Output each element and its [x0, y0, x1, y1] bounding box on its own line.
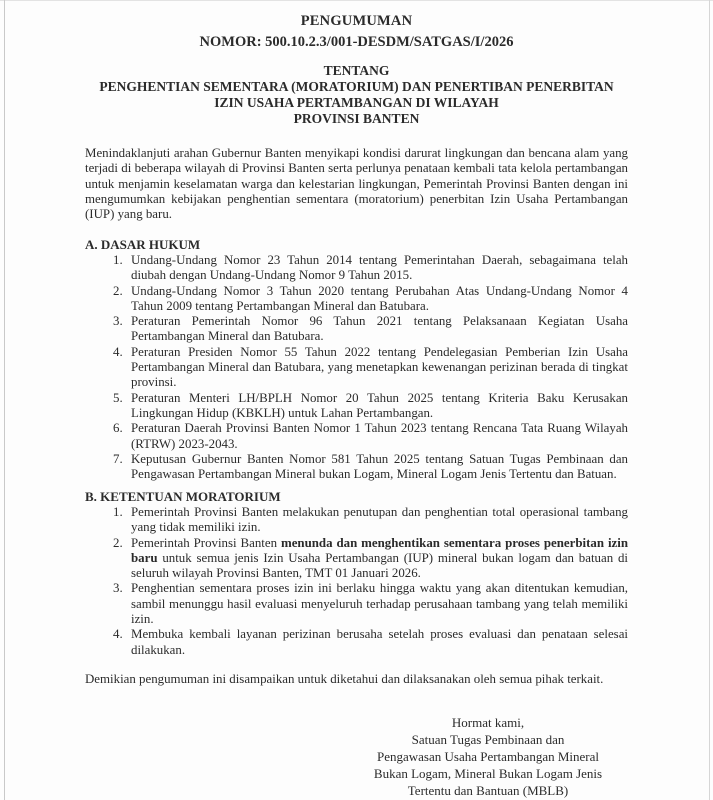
item-text: Penghentian sementara proses izin ini berlaku hingga waktu yang akan ditentukan kemudian, sambil menunggu hasil evaluasi menyeluruh terhadap perusahaan tambang yang telah memiliki izin. [131, 581, 628, 627]
signature-salutation: Hormat kami, [451, 715, 525, 731]
section-a-heading: A. DASAR HUKUM [85, 237, 201, 253]
item-text: Undang-Undang Nomor 3 Tahun 2020 tentang Perubahan Atas Undang-Undang Nomor 4 Tahun 2009 tentang Pertambangan Mineral dan Batubara. [131, 283, 628, 313]
item-number: 7. [113, 451, 123, 466]
subject-line-3: PROVINSI BANTEN [293, 111, 420, 126]
item-text-bold: menunda dan menghentikan sementara proses penerbitan izin baru [131, 535, 628, 565]
ketentuan-moratorium-list [85, 505, 628, 658]
document-subject-block [85, 63, 628, 127]
item-number: 6. [113, 421, 123, 436]
item-text: Peraturan Daerah Provinsi Banten Nomor 1 Tahun 2023 tentang Rencana Tata Ruang Wilayah (RTRW) 2023-2043. [131, 421, 628, 451]
section-b-heading: B. KETENTUAN MORATORIUM [85, 489, 281, 505]
item-text: Peraturan Menteri LH/BPLH Nomor 20 Tahun 2025 tentang Kriteria Baku Kerusakan Lingkungan Hidup (KBKLH) untuk Lahan Pertambangan. [131, 390, 628, 420]
tentang-label: TENTANG [323, 63, 390, 78]
closing-paragraph: Demikian pengumuman ini disampaikan untuk diketahui dan dilaksanakan oleh semua pihak terkait. [85, 671, 604, 686]
list-item [113, 452, 628, 483]
item-text: Peraturan Pemerintah Nomor 96 Tahun 2021 tentang Pelaksanaan Kegiatan Usaha Pertambangan Mineral dan Batubara. [131, 314, 628, 344]
signature-block [368, 714, 608, 799]
document-title: PENGUMUMAN [300, 13, 413, 29]
list-item [113, 284, 628, 315]
list-item [113, 581, 628, 627]
signature-org-line: Tertentu dan Bantuan (MBLB) [407, 783, 569, 799]
list-item [113, 253, 628, 284]
dasar-hukum-list [85, 253, 628, 482]
item-number: 4. [113, 627, 123, 642]
item-text: Peraturan Presiden Nomor 55 Tahun 2022 tentang Pendelegasian Pemberian Izin Usaha Pertambangan Mineral dan Batubara, yang menetapkan kewenangan perizinan berada di tingkat provinsi. [131, 344, 628, 390]
item-text-suffix: untuk semua jenis Izin Usaha Pertambangan (IUP) mineral bukan logam dan batuan di seluruh wilayah Provinsi Banten, TMT 01 Januari 2026. [131, 550, 628, 581]
item-text: Membuka kembali layanan perizinan berusaha setelah proses evaluasi dan penataan selesai dilakukan. [131, 627, 628, 657]
subject-line-2: IZIN USAHA PERTAMBANGAN DI WILAYAH [214, 95, 499, 110]
item-text [131, 536, 628, 582]
item-number: 3. [113, 581, 123, 596]
item-text: Undang-Undang Nomor 23 Tahun 2014 tentang Pemerintahan Daerah, sebagaimana telah diubah dengan Undang-Undang Nomor 9 Tahun 2015. [131, 252, 628, 283]
list-item [113, 536, 628, 582]
list-item [113, 345, 628, 391]
item-number: 2. [113, 535, 123, 550]
item-text-prefix: Pemerintah Provinsi Banten [131, 535, 281, 550]
item-number: 1. [113, 504, 123, 519]
item-text: Pemerintah Provinsi Banten melakukan penutupan dan penghentian total operasional tambang yang tidak memiliki izin. [131, 504, 628, 535]
signature-org-line: Satuan Tugas Pembinaan dan [411, 732, 565, 748]
item-text: Keputusan Gubernur Banten Nomor 581 Tahun 2025 tentang Satuan Tugas Pembinaan dan Pengawasan Pertambangan Mineral bukan Logam, Mineral Logam Jenis Tertentu dan Batuan. [131, 451, 628, 482]
signature-org-line: Pengawasan Usaha Pertambangan Mineral [376, 749, 599, 765]
item-number: 3. [113, 314, 123, 329]
document-number: NOMOR: 500.10.2.3/001-DESDM/SATGAS/I/2026 [199, 34, 514, 50]
subject-line-1: PENGHENTIAN SEMENTARA (MORATORIUM) DAN PENERTIBAN PENERBITAN [99, 79, 614, 94]
list-item [113, 505, 628, 536]
list-item [113, 627, 628, 658]
item-number: 5. [113, 390, 123, 405]
list-item [113, 421, 628, 452]
opening-paragraph: Menindaklanjuti arahan Gubernur Banten menyikapi kondisi darurat lingkungan dan bencana alam yang terjadi di beberapa wilayah di Provinsi Banten serta perlunya penataan kembali tata kelola pertambangan untuk menjamin keselamatan warga dan kelestarian lingkungan, Pemerintah Provinsi Banten dengan ini mengumumkan kebijakan penghentian sementara (moratorium) penerbitan Izin Usaha Pertambangan (IUP) yang baru. [85, 146, 628, 222]
list-item [113, 314, 628, 345]
item-number: 1. [113, 252, 123, 267]
list-item [113, 391, 628, 422]
item-number: 2. [113, 283, 123, 298]
signature-org-line: Bukan Logam, Mineral Bukan Logam Jenis [373, 766, 603, 782]
item-number: 4. [113, 344, 123, 359]
